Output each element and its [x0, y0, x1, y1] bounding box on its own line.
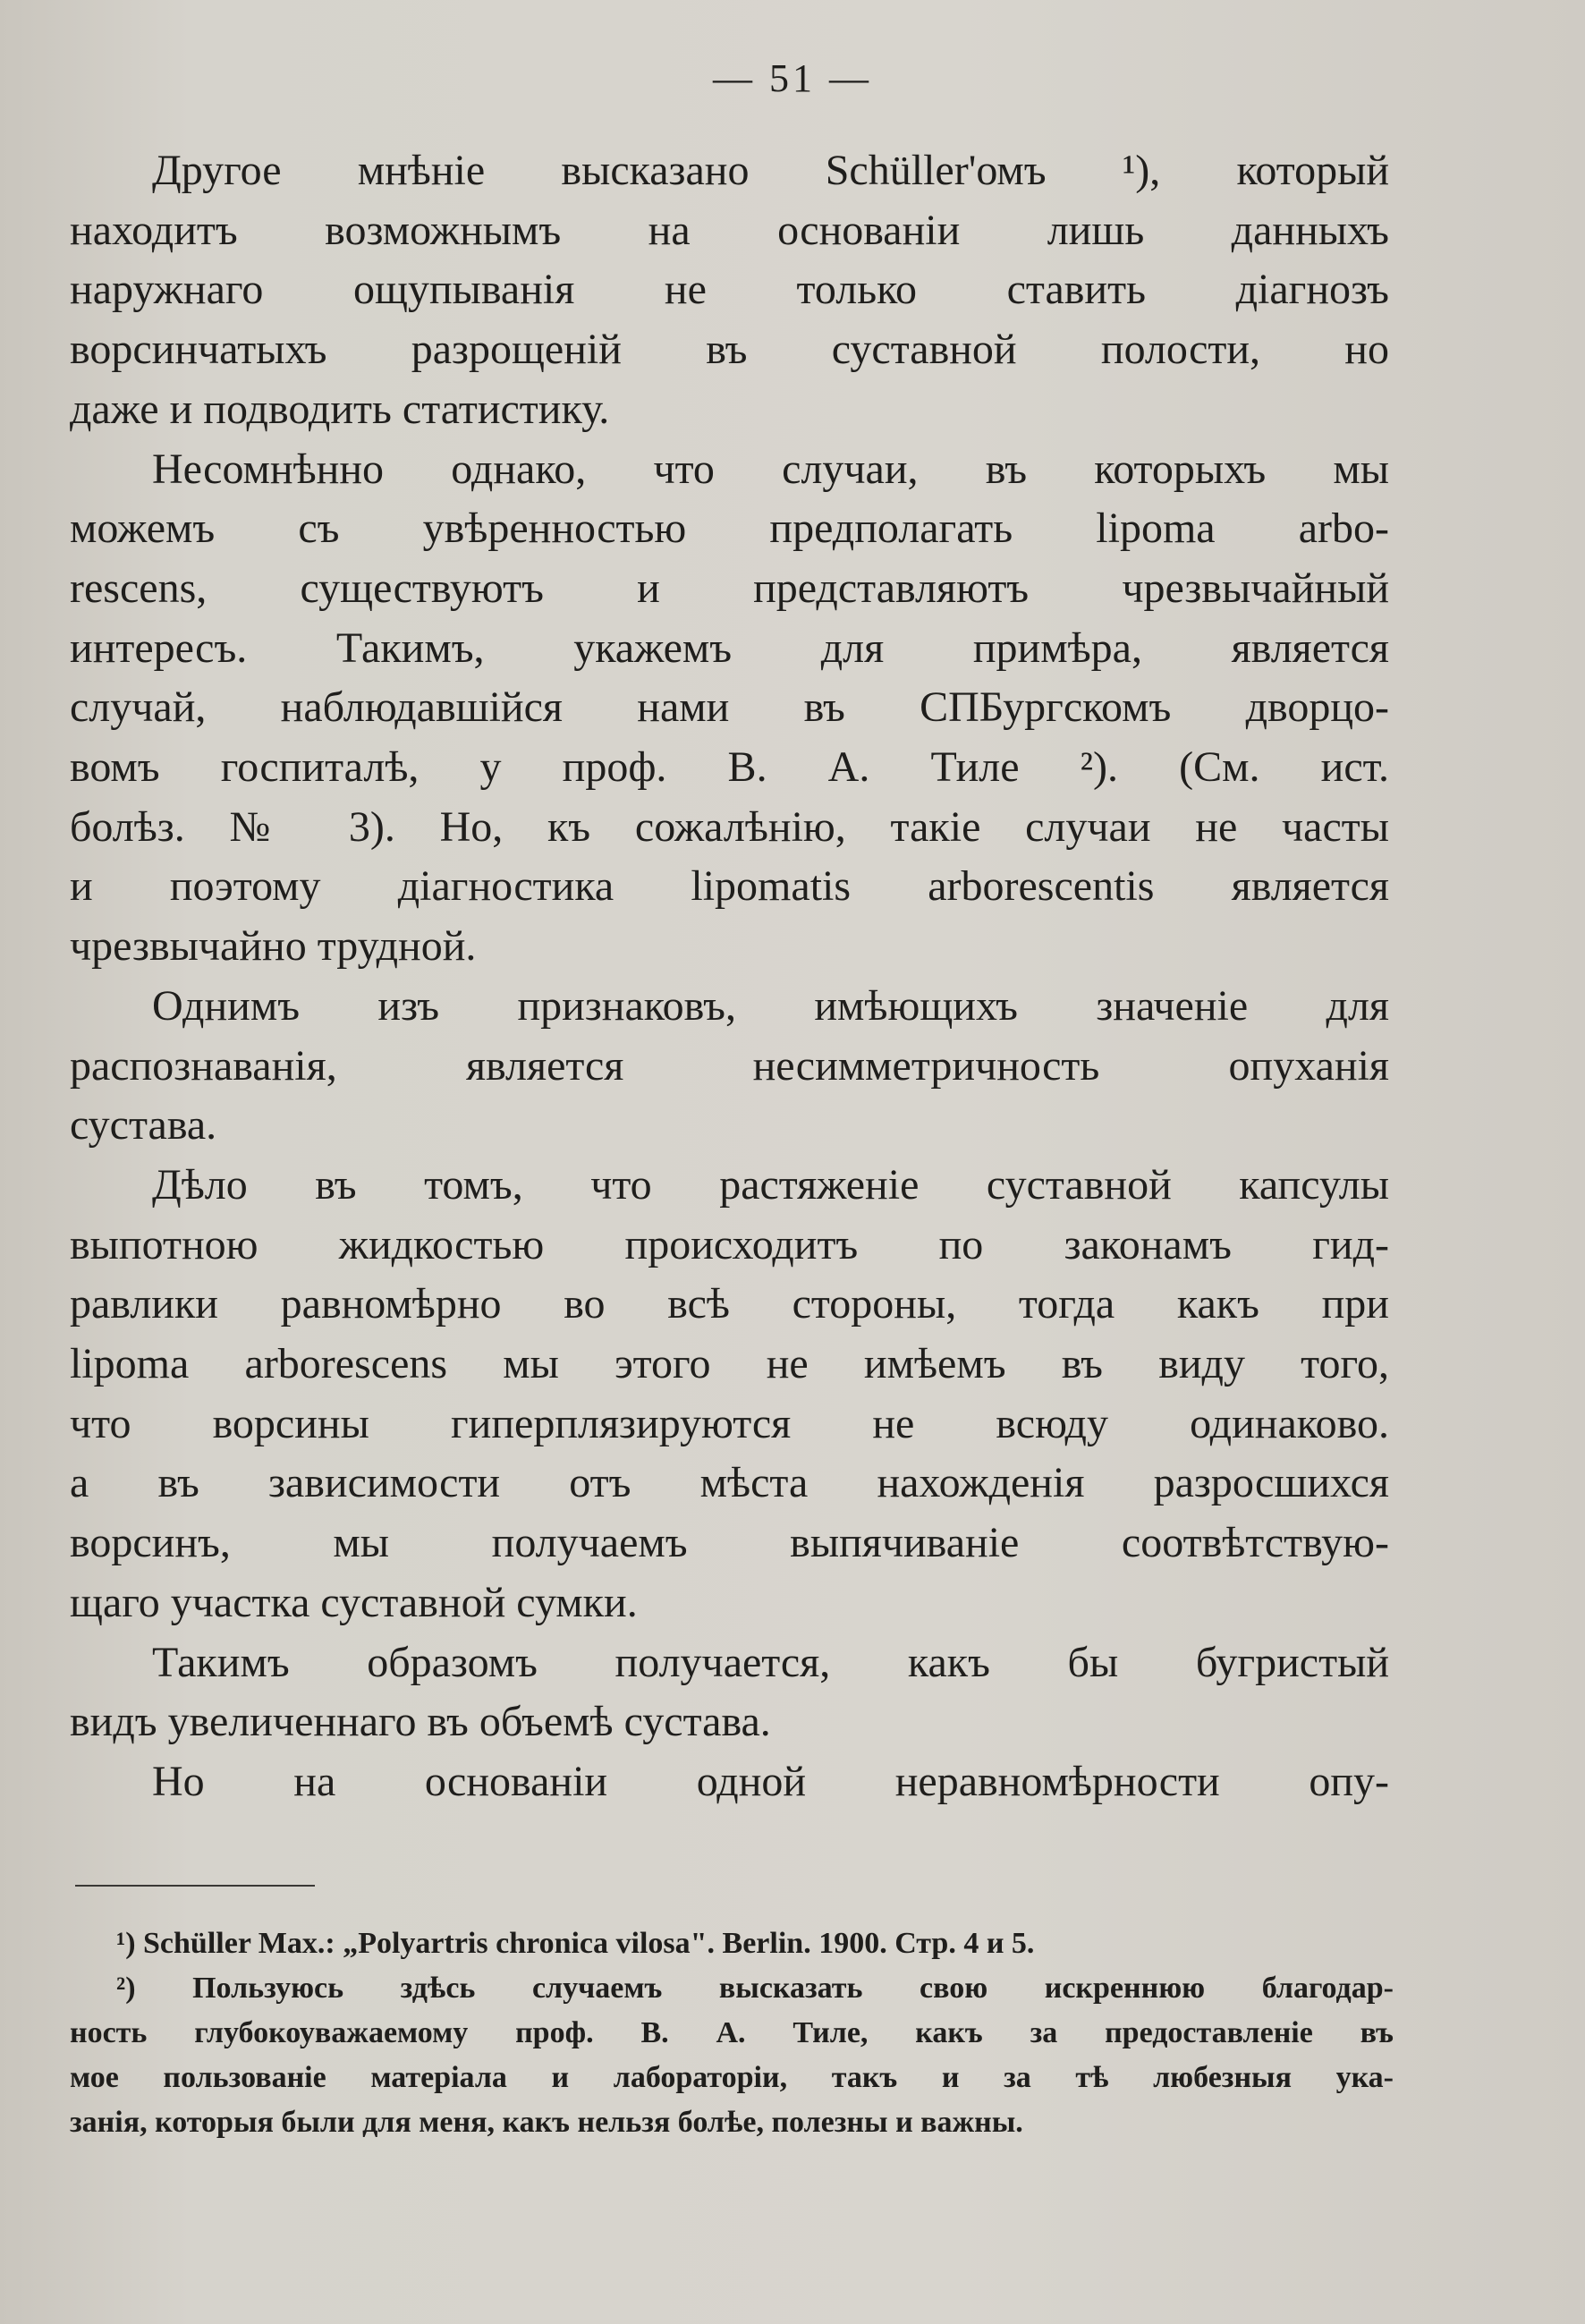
text-line: Но на основаніи одной неравномѣрности опу-: [152, 1757, 1389, 1805]
text-line: Такимъ образомъ получается, какъ бы бугристый: [152, 1638, 1389, 1686]
text-line: видъ увеличеннаго въ объемѣ сустава.: [70, 1698, 771, 1746]
main-text: [70, 141, 1389, 1812]
text-line: и поэтому діагностика lipomatis arborescentis является: [70, 862, 1389, 911]
footnote-divider: [75, 1885, 315, 1887]
text-line: что ворсины гиперплязируются не всюду одинаково.: [70, 1399, 1389, 1447]
footnote-line: ²) Пользуюсь здѣсь случаемъ высказать свою искреннюю благодар-: [116, 1972, 1394, 2005]
text-line: чрезвычайно трудной.: [70, 922, 477, 971]
footnote-line: ность глубокоуважаемому проф. В. А. Тиле, какъ за предоставленіе въ: [70, 2016, 1394, 2049]
text-line: Несомнѣнно однако, что случаи, въ которыхъ мы: [152, 445, 1389, 493]
text-line: а въ зависимости отъ мѣста нахожденія разросшихся: [70, 1459, 1389, 1507]
footnote-line: мое пользованіе матеріала и лабораторіи, такъ и за тѣ любезныя ука-: [70, 2061, 1394, 2094]
text-line: lipoma arborescens мы этого не имѣемъ въ виду того,: [70, 1340, 1389, 1388]
text-line: сустава.: [70, 1101, 217, 1149]
text-line: rescens, существуютъ и представляютъ чрезвычайный: [70, 564, 1389, 612]
text-line: вомъ госпиталѣ, у проф. В. А. Тиле ²). (См. ист.: [70, 743, 1389, 792]
text-line: ворсинъ, мы получаемъ выпячиваніе соотвѣтствую-: [70, 1519, 1389, 1567]
text-line: можемъ съ увѣренностью предполагать lipoma arbo-: [70, 505, 1389, 553]
footnotes: [70, 1921, 1394, 2145]
footnote-line: занія, которыя были для меня, какъ нельзя болѣе, полезны и важны.: [70, 2106, 1023, 2139]
text-line: равлики равномѣрно во всѣ стороны, тогда какъ при: [70, 1280, 1389, 1328]
text-line: даже и подводить статистику.: [70, 385, 610, 433]
footnote-line: ¹) Schüller Max.: „Polyartris chronica vilosa". Berlin. 1900. Стр. 4 и 5.: [116, 1927, 1035, 1960]
page-number: — 51 —: [713, 56, 872, 100]
text-line: ворсинчатыхъ разрощеній въ суставной полости, но: [70, 326, 1389, 374]
text-line: находитъ возможнымъ на основаніи лишь данныхъ: [70, 206, 1389, 254]
text-line: интересъ. Такимъ, укажемъ для примѣра, является: [70, 623, 1389, 672]
text-line: болѣз. № 3). Но, къ сожалѣнію, такіе случаи не часты: [70, 802, 1389, 851]
text-line: распознаванія, является несимметричность опуханія: [70, 1041, 1389, 1090]
text-line: Другое мнѣніе высказано Schüller'омъ ¹), который: [152, 147, 1389, 194]
text-line: щаго участка суставной сумки.: [70, 1578, 638, 1626]
text-line: Дѣло въ томъ, что растяженіе суставной капсулы: [152, 1160, 1389, 1209]
text-line: Однимъ изъ признаковъ, имѣющихъ значеніе для: [152, 981, 1389, 1030]
text-line: выпотною жидкостью происходитъ по законамъ гид-: [70, 1220, 1389, 1268]
text-line: наружнаго ощупыванія не только ставить діагнозъ: [70, 266, 1389, 314]
text-line: случай, наблюдавшійся нами въ СПБургскомъ дворцо-: [70, 683, 1389, 732]
